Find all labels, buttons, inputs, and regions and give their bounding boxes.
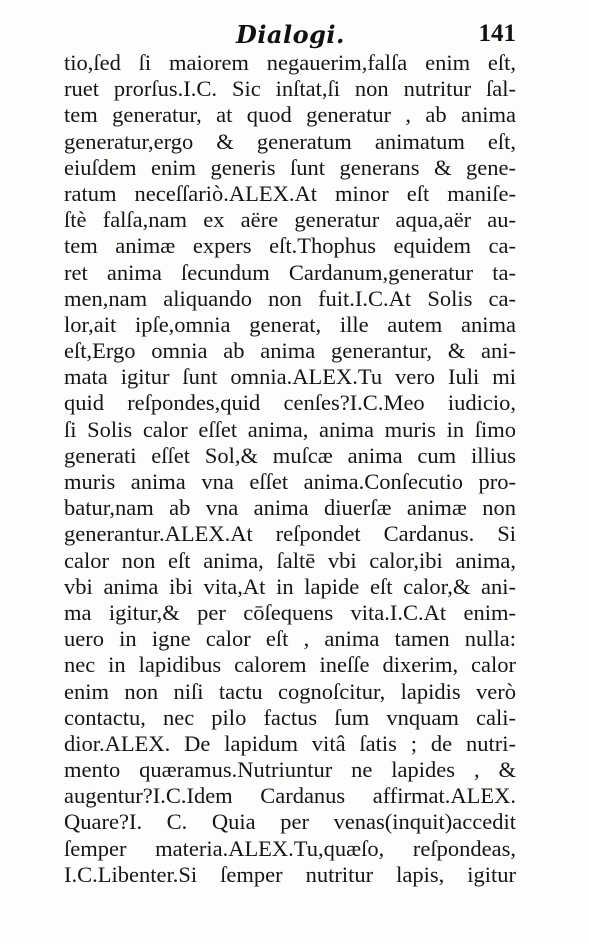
text-line-4: generatur,ergo & generatum animatum eſt, (64, 128, 516, 154)
text-line-2: ruet prorſus.I.C. Sic inſtat,ſi non nutritur ſal- (64, 76, 516, 102)
text-line-12: eſt,Ergo omnia ab anima generantur, & ani- (64, 338, 516, 364)
text-line-28: mento quæramus.Nutriuntur ne lapides , & (64, 757, 516, 783)
text-line-26: contactu, nec pilo factus ſum vnquam cali- (64, 704, 516, 730)
text-line-22: ma igitur,& per cōſequens vita.I.C.At enim- (64, 599, 516, 625)
text-line-18: batur,nam ab vna anima diuerſæ animæ non (64, 495, 516, 521)
page-header (62, 20, 516, 50)
text-line-30: Quare?I. C. Quia per venas(inquit)accedit (64, 809, 516, 835)
text-line-23: uero in igne calor eſt , anima tamen nulla: (64, 626, 516, 652)
text-line-20: calor non eſt anima, ſaltē vbi calor,ibi anima, (64, 547, 516, 573)
text-line-9: ret anima ſecundum Cardanum,generatur ta- (64, 259, 516, 285)
text-line-8: tem animæ expers eſt.Thophus equidem ca- (64, 233, 516, 259)
text-line-5: eiuſdem enim generis ſunt generans & gene- (64, 154, 516, 180)
text-line-32: I.C.Libenter.Si ſemper nutritur lapis, igitur (64, 861, 516, 887)
text-line-17: muris anima vna eſſet anima.Conſecutio pro- (64, 469, 516, 494)
text-line-7: ſtè falſa,nam ex aëre generatur aqua,aër au- (64, 207, 516, 233)
text-line-19: generantur.ALEX.At reſpondet Cardanus. Si (64, 521, 516, 547)
text-line-11: lor,ait ipſe,omnia generat, ille autem anima (64, 311, 516, 337)
text-line-15: ſi Solis calor eſſet anima, anima muris in ſimo (64, 416, 516, 442)
text-line-1: tio,ſed ſi maiorem negauerim,falſa enim eſt, (64, 50, 516, 75)
running-head: Dialogi. (236, 20, 345, 49)
text-line-25: enim non niſi tactu cognoſcitur, lapidis verò (64, 678, 516, 704)
text-line-29: augentur?I.C.Idem Cardanus affirmat.ALEX. (64, 783, 516, 809)
text-line-6: ratum neceſſariò.ALEX.At minor eſt maniſe- (64, 180, 516, 206)
text-line-13: mata igitur ſunt omnia.ALEX.Tu vero Iuli mi (64, 364, 516, 390)
text-line-31: ſemper materia.ALEX.Tu,quæſo, reſpondeas, (64, 835, 516, 861)
body-text (64, 50, 516, 888)
text-line-16: generati eſſet Sol,& muſcæ anima cum illius (64, 442, 516, 468)
text-line-21: vbi anima ibi vita,At in lapide eſt calor,& ani- (64, 573, 516, 599)
page-number: 141 (478, 20, 516, 47)
text-line-10: men,nam aliquando non fuit.I.C.At Solis ca- (64, 285, 516, 311)
text-line-24: nec in lapidibus calorem ineſſe dixerim, calor (64, 652, 516, 678)
text-line-14: quid reſpondes,quid cenſes?I.C.Meo iudicio, (64, 390, 516, 416)
text-line-3: tem generatur, at quod generatur , ab anima (64, 102, 516, 128)
text-line-27: dior.ALEX. De lapidum vitâ ſatis ; de nutri- (64, 730, 516, 756)
